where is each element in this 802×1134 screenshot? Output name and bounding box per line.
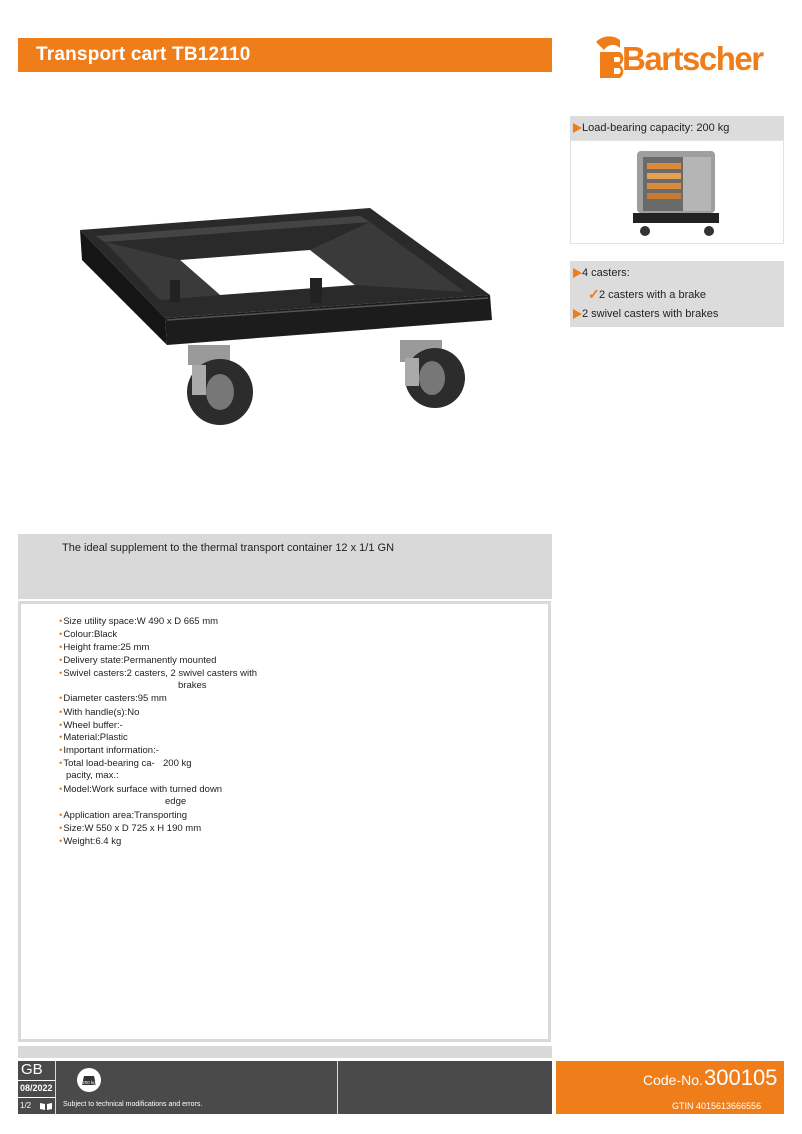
checkmark-icon: ✓ — [588, 286, 600, 302]
casters-brake-label: 2 casters with a brake — [599, 289, 706, 301]
triangle-bullet-icon — [573, 123, 582, 133]
footer-divider — [337, 1061, 338, 1114]
footer-separator — [18, 1046, 552, 1058]
load-capacity-header — [570, 116, 784, 140]
spec-item: •Delivery state:Permanently mounted — [59, 655, 217, 666]
load-capacity-label: Load-bearing capacity: 200 kg — [582, 122, 730, 134]
spec-item-continuation: brakes — [178, 680, 207, 691]
load-capacity-panel — [570, 116, 784, 244]
footer-note: Subject to technical modifications and errors. — [63, 1101, 203, 1108]
title-bar — [18, 38, 552, 72]
spec-item-continuation: edge — [165, 796, 187, 807]
language-code: GB — [21, 1061, 43, 1078]
triangle-bullet-icon — [573, 309, 582, 319]
code-number: 300105 — [704, 1065, 778, 1090]
book-icon — [39, 1102, 53, 1111]
spec-item: •Size utility space:W 490 x D 665 mm — [59, 616, 219, 627]
description-band — [18, 534, 552, 599]
spec-item: •With handle(s):No — [59, 707, 140, 718]
load-weight-icon — [76, 1067, 102, 1093]
spec-item: •Wheel buffer:- — [59, 720, 123, 731]
swivel-casters-label: 2 swivel casters with brakes — [582, 308, 719, 320]
cart-with-container-image — [570, 140, 784, 244]
code-label: Code-No. — [643, 1072, 703, 1088]
footer-rule — [18, 1097, 55, 1098]
spec-item: •Diameter casters:95 mm — [59, 693, 167, 704]
spec-item-value: 200 kg — [163, 758, 192, 769]
spec-item: •Size:W 550 x D 725 x H 190 mm — [59, 823, 202, 834]
spec-item: •Application area:Transporting — [59, 810, 188, 821]
spec-item: •Material:Plastic — [59, 732, 128, 743]
spec-item: •Height frame:25 mm — [59, 642, 150, 653]
footer-bar — [18, 1061, 552, 1114]
casters-panel — [570, 261, 784, 327]
product-description: The ideal supplement to the thermal transport container 12 x 1/1 GN — [62, 542, 395, 554]
spec-item: •Important information:- — [59, 745, 159, 756]
spec-item: •Model:Work surface with turned down — [59, 784, 223, 795]
page-title: Transport cart TB12110 — [36, 44, 251, 65]
svg-text:200 kg: 200 kg — [82, 1080, 96, 1085]
product-image-transport-cart — [70, 200, 500, 440]
triangle-bullet-icon — [573, 268, 582, 278]
spec-item: •Swivel casters:2 casters, 2 swivel casters with — [59, 668, 258, 679]
page-number: 1/2 — [20, 1101, 32, 1110]
gtin-number: GTIN 4015613666556 — [672, 1101, 762, 1111]
code-number-panel — [556, 1061, 784, 1114]
spec-item: •Colour:Black — [59, 629, 118, 640]
document-date: 08/2022 — [20, 1083, 53, 1093]
spec-item: •Total load-bearing ca- — [59, 758, 155, 769]
casters-label: 4 casters: — [582, 267, 630, 279]
specifications-box — [18, 601, 551, 1042]
spec-item-continuation: pacity, max.: — [66, 770, 119, 781]
footer-divider — [55, 1061, 56, 1114]
bartscher-logo — [590, 28, 770, 88]
spec-item: •Weight:6.4 kg — [59, 836, 122, 847]
footer-rule — [18, 1080, 55, 1081]
brand-name: Bartscher — [622, 40, 763, 77]
